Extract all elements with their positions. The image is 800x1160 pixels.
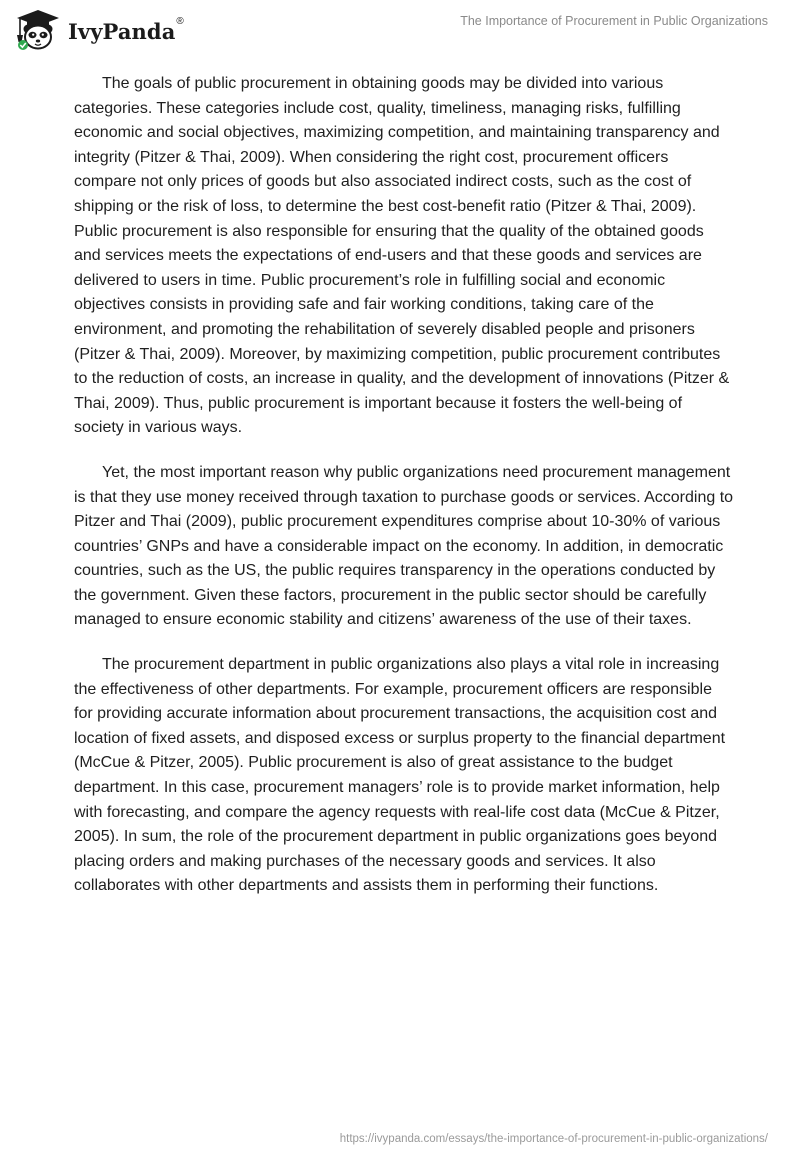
- panda-graduate-icon: [14, 8, 62, 52]
- paragraph: Yet, the most important reason why public organizations need procurement management is that they use money received through taxation to purchase goods or services. According to Pitzer and Thai (2009), public procurement expenditures comprise about 10-30% of various countries’ GNPs and have a considerable impact on the economy. In addition, in democratic countries, such as the US, the public requires transparency in the operations conducted by the government. Given these factors, procurement in the public sector should be carefully managed to ensure economic stability and citizens’ awareness of the use of their taxes.: [74, 463, 734, 629]
- ivypanda-logo[interactable]: [14, 8, 184, 52]
- essay-body: [74, 72, 734, 919]
- source-url-link[interactable]: https://ivypanda.com/essays/the-importance-of-procurement-in-public-organizations/: [339, 1133, 768, 1145]
- document-title: The Importance of Procurement in Public Organizations: [460, 14, 768, 28]
- paragraph: The goals of public procurement in obtaining goods may be divided into various categories. These categories include cost, quality, timeliness, managing risks, fulfilling economic and social objectives, maximizing competition, and maintaining transparency and integrity (Pitzer & Thai, 2009). When considering the right cost, procurement officers compare not only prices of goods but also associated indirect costs, such as the cost of shipping or the risk of loss, to determine the best cost-benefit ratio (Pitzer & Thai, 2009). Public procurement is also responsible for ensuring that the quality of the obtained goods and services meets the expectations of end-users and that these goods and services are delivered to users in time. Public procurement’s role in fulfilling social and economic objectives consists in providing safe and fair working conditions, taking care of the environment, and promoting the rehabilitation of severely disabled people and prisoners (Pitzer & Thai, 2009). Moreover, by maximizing competition, public procurement contributes to the reduction of costs, an increase in quality, and the development of innovations (Pitzer & Thai, 2009). Thus, public procurement is important because it fosters the well-being of society in various ways.: [74, 75, 730, 437]
- paragraph: The procurement department in public organizations also plays a vital role in increasing the effectiveness of other departments. For example, procurement officers are responsible for providing accurate information about procurement transactions, the acquisition cost and location of fixed assets, and disposed excess or surplus property to the financial department (McCue & Pitzer, 2005). Public procurement is also of great assistance to the budget department. In this case, procurement managers’ role is to provide market information, help with forecasting, and compare the agency requests with real-life cost data (McCue & Pitzer, 2005). In sum, the role of the procurement department in public organizations goes beyond placing orders and making purchases of the necessary goods and services. It also collaborates with other departments and assists them in performing their functions.: [74, 656, 726, 895]
- page-header: [0, 0, 800, 60]
- registered-mark: ®: [176, 15, 184, 27]
- logo-text: IvyPanda: [68, 18, 176, 44]
